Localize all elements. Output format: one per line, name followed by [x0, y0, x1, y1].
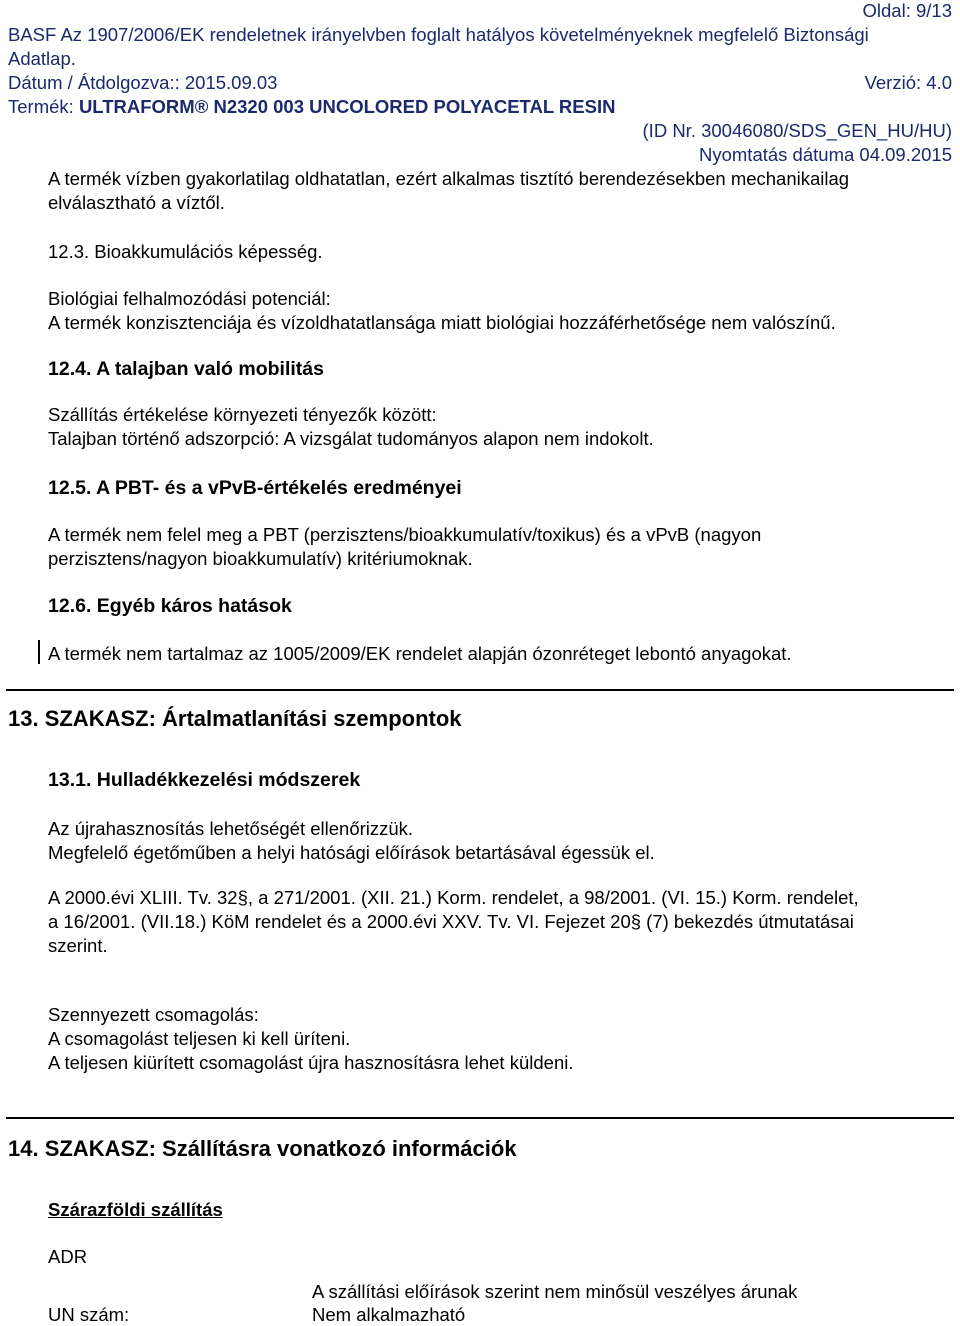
adr-classification-note: A szállítási előírások szerint nem minősül veszélyes árunak [312, 1281, 798, 1302]
section-12-intro-line-1: A termék vízben gyakorlatilag oldhatatlan, ezért alkalmas tisztító berendezésekben mechanikailag [48, 168, 850, 189]
other-effects-text: A termék nem tartalmaz az 1005/2009/EK rendelet alapján ózonréteget lebontó anyagokat. [48, 643, 792, 664]
law-line-2: a 16/2001. (VII.18.) KöM rendelet és a 2000.évi XXV. Tv. VI. Fejezet 20§ (7) bekezdés útmutatásai [48, 911, 854, 932]
section-14-title: 14. SZAKASZ: Szállításra vonatkozó információk [8, 1136, 517, 1161]
heading-13-1: 13.1. Hulladékkezelési módszerek [48, 769, 361, 791]
mobility-label: Szállítás értékelése környezeti tényezők között: [48, 404, 437, 425]
section-12-intro-line-2: elválasztható a víztől. [48, 192, 225, 213]
regulation-line: BASF Az 1907/2006/EK rendeletnek irányelvben foglalt hatályos követelményeknek megfelelő Biztonsági [8, 24, 869, 45]
packaging-label: Szennyezett csomagolás: [48, 1004, 259, 1025]
section-divider-13 [6, 689, 954, 691]
id-number: (ID Nr. 30046080/SDS_GEN_HU/HU) [642, 120, 952, 141]
packaging-line-1: A csomagolást teljesen ki kell üríteni. [48, 1028, 351, 1049]
un-number-label: UN szám: [48, 1304, 130, 1325]
product-name: ULTRAFORM® N2320 003 UNCOLORED POLYACETAL RESIN [78, 96, 616, 117]
bio-potential-text: A termék konzisztenciája és vízoldhatatlansága miatt biológiai hozzáférhetősége nem valószínű. [48, 312, 836, 333]
version-number: Verzió: 4.0 [864, 72, 952, 93]
heading-12-3: 12.3. Bioakkumulációs képesség. [48, 241, 323, 262]
un-number-value: Nem alkalmazható [312, 1304, 466, 1325]
change-bar [38, 640, 40, 664]
land-transport-heading: Szárazföldi szállítás [48, 1199, 223, 1220]
adr-label: ADR [48, 1246, 88, 1267]
revision-date: Dátum / Átdolgozva:: 2015.09.03 [8, 72, 278, 93]
packaging-line-2: A teljesen kiürített csomagolást újra hasznosításra lehet küldeni. [48, 1052, 574, 1073]
heading-12-4: 12.4. A talajban való mobilitás [48, 358, 324, 380]
print-date: Nyomtatás dátuma 04.09.2015 [699, 144, 952, 165]
product-line [8, 96, 615, 118]
heading-12-5: 12.5. A PBT- és a vPvB-értékelés eredményei [48, 477, 462, 499]
mobility-text: Talajban történő adszorpció: A vizsgálat tudományos alapon nem indokolt. [48, 428, 654, 449]
pbt-text-line-2: perzisztens/nagyon bioakkumulatív) kritériumoknak. [48, 548, 473, 569]
waste-line-1: Az újrahasznosítás lehetőségét ellenőrizzük. [48, 818, 414, 839]
regulation-line-continued: Adatlap. [8, 48, 76, 69]
law-line-3: szerint. [48, 935, 108, 956]
product-prefix: Termék: [8, 96, 79, 117]
page-number: Oldal: 9/13 [862, 0, 952, 21]
heading-12-6: 12.6. Egyéb káros hatások [48, 595, 292, 617]
section-divider-14 [6, 1117, 954, 1119]
law-line-1: A 2000.évi XLIII. Tv. 32§, a 271/2001. (XII. 21.) Korm. rendelet, a 98/2001. (VI. 15.) Korm. rendelet, [48, 887, 859, 908]
pbt-text-line-1: A termék nem felel meg a PBT (perzisztens/bioakkumulatív/toxikus) és a vPvB (nagyon [48, 524, 762, 545]
bio-potential-label: Biológiai felhalmozódási potenciál: [48, 288, 331, 309]
section-13-title: 13. SZAKASZ: Ártalmatlanítási szempontok [8, 706, 462, 731]
waste-line-2: Megfelelő égetőműben a helyi hatósági előírások betartásával égessük el. [48, 842, 655, 863]
